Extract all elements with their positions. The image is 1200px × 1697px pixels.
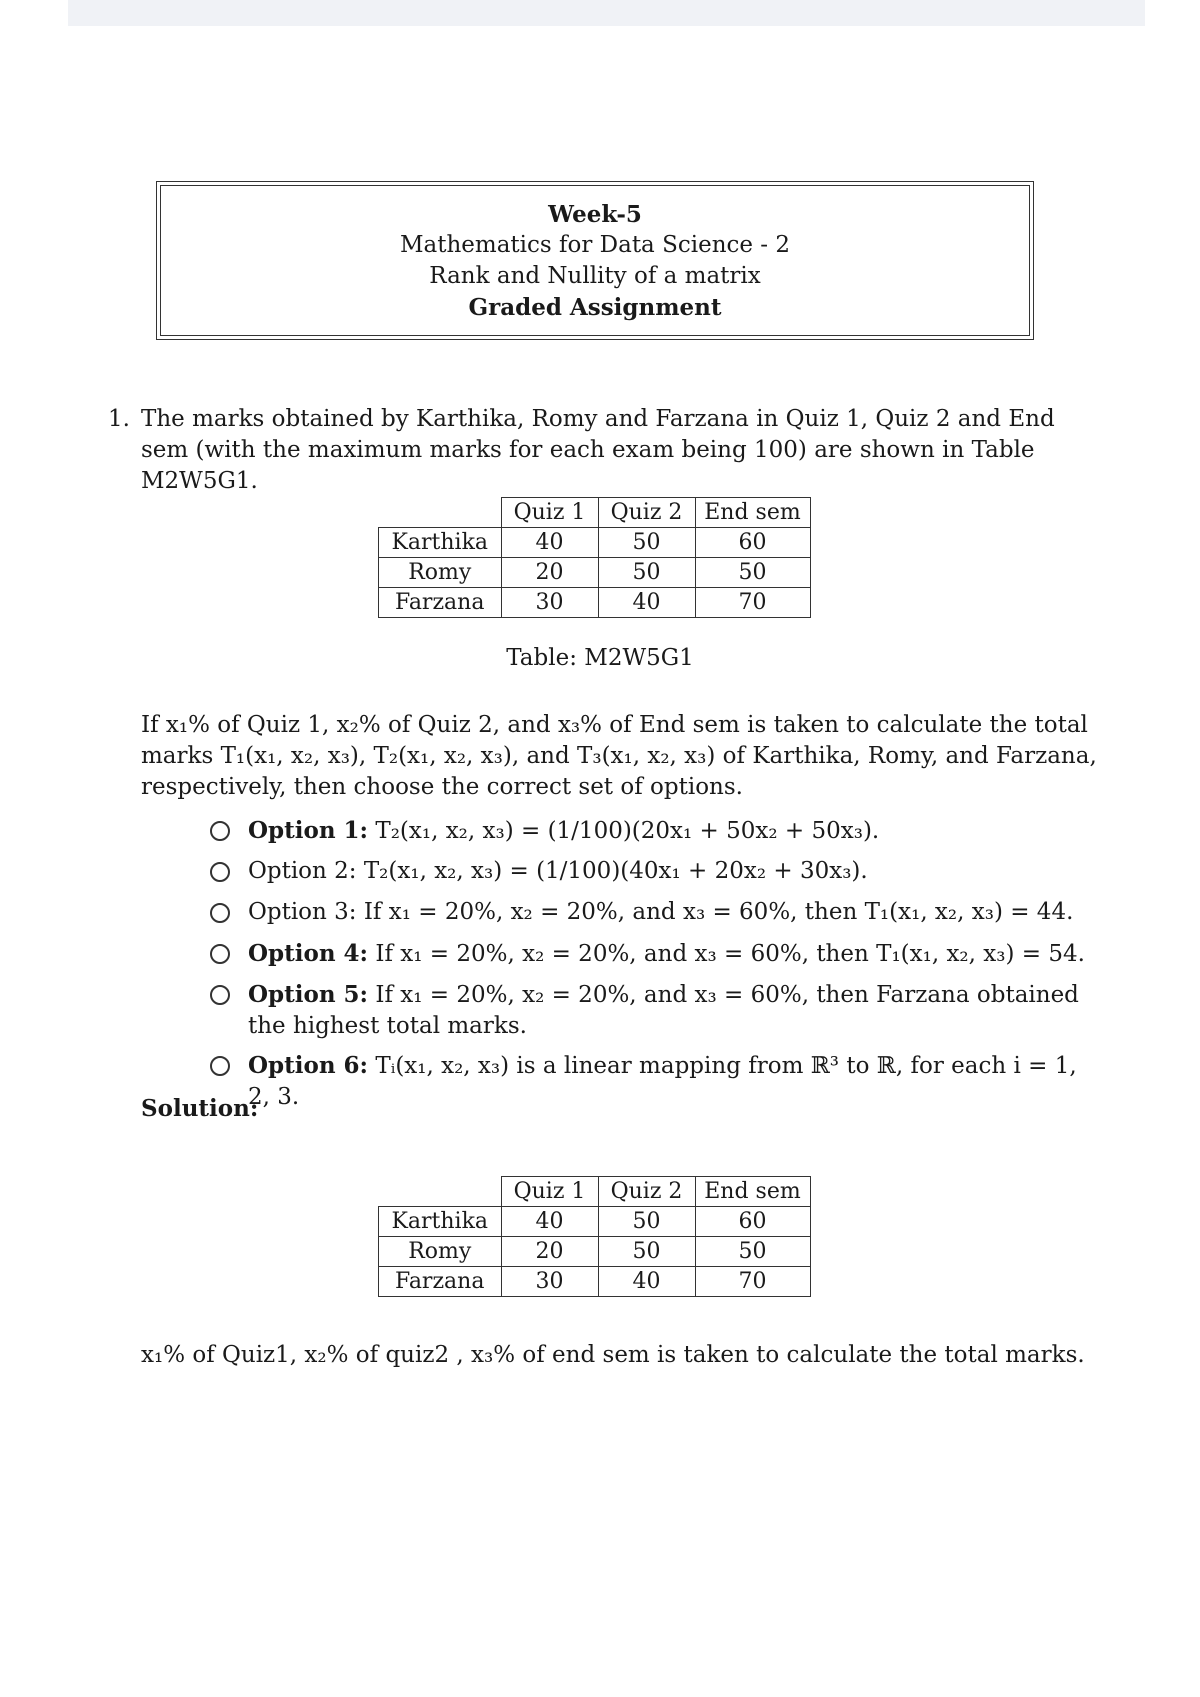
cell: 60 (695, 528, 810, 558)
row-name: Romy (379, 558, 502, 588)
solution-note: x₁% of Quiz1, x₂% of quiz2 , x₃% of end sem is taken to calculate the total marks. (141, 1342, 1085, 1368)
cell: 40 (598, 1267, 695, 1297)
option-text: If x₁ = 20%, x₂ = 20%, and x₃ = 60%, then T₁(x₁, x₂, x₃) = 54. (375, 941, 1085, 967)
cell: 50 (598, 558, 695, 588)
option-2[interactable] (210, 856, 1100, 887)
course-title: Mathematics for Data Science - 2 (399, 231, 791, 258)
cell: 50 (695, 1237, 810, 1267)
column-header: Quiz 1 (501, 498, 598, 528)
option-text: T₂(x₁, x₂, x₃) = (1/100)(20x₁ + 50x₂ + 50x₃). (375, 818, 880, 844)
question-1 (108, 404, 1100, 497)
cell: 60 (695, 1207, 810, 1237)
row-name: Karthika (379, 528, 502, 558)
radio-button[interactable] (210, 821, 230, 841)
top-bar (68, 0, 1145, 26)
option-label: Option 1: (248, 817, 369, 844)
cell: 70 (695, 1267, 810, 1297)
solution-marks-table (378, 1176, 811, 1297)
option-label: Option 6: (248, 1052, 369, 1079)
row-name: Romy (379, 1237, 502, 1267)
row-name: Farzana (379, 588, 502, 618)
table-row (379, 1207, 811, 1237)
option-6[interactable] (210, 1050, 1100, 1113)
cell: 50 (695, 558, 810, 588)
cell: 30 (501, 1267, 598, 1297)
option-label: Option 4: (248, 940, 369, 967)
week-label: Week-5 (548, 200, 642, 228)
row-name: Farzana (379, 1267, 502, 1297)
question-stem: If x₁% of Quiz 1, x₂% of Quiz 2, and x₃% of End sem is taken to calculate the total marks T₁(x₁, x₂, x₃), T₂(x₁, x₂, x₃), and T₃(x₁, x₂, x₃) of Karthika, Romy, and Farzana, respectively, then choose the correct set of options. (141, 712, 1097, 800)
assignment-type: Graded Assignment (468, 293, 722, 321)
cell: 50 (598, 1207, 695, 1237)
cell: 20 (501, 558, 598, 588)
cell: 30 (501, 588, 598, 618)
table-row (379, 558, 811, 588)
column-header: Quiz 1 (501, 1177, 598, 1207)
cell: 40 (501, 1207, 598, 1237)
option-label: Option 3: (248, 899, 357, 925)
option-label: Option 2: (248, 858, 357, 884)
option-label: Option 5: (248, 981, 369, 1008)
radio-button[interactable] (210, 985, 230, 1005)
radio-button[interactable] (210, 903, 230, 923)
option-text: If x₁ = 20%, x₂ = 20%, and x₃ = 60%, then T₁(x₁, x₂, x₃) = 44. (363, 899, 1074, 925)
radio-button[interactable] (210, 944, 230, 964)
table-caption: Table: M2W5G1 (506, 645, 694, 671)
table-row (379, 1237, 811, 1267)
cell: 40 (598, 588, 695, 618)
table-row (379, 1267, 811, 1297)
column-header: Quiz 2 (598, 1177, 695, 1207)
cell: 70 (695, 588, 810, 618)
column-header: End sem (695, 1177, 810, 1207)
radio-button[interactable] (210, 1056, 230, 1076)
option-5[interactable] (210, 979, 1100, 1042)
option-3[interactable] (210, 897, 1100, 928)
radio-button[interactable] (210, 862, 230, 882)
topic-title: Rank and Nullity of a matrix (429, 262, 761, 289)
title-box (156, 181, 1034, 340)
cell: 40 (501, 528, 598, 558)
option-1[interactable] (210, 815, 1100, 847)
cell: 20 (501, 1237, 598, 1267)
question-text: The marks obtained by Karthika, Romy and Farzana in Quiz 1, Quiz 2 and End sem (with the maximum marks for each exam being 100) are shown in Table M2W5G1. (141, 406, 1055, 494)
table-row (379, 528, 811, 558)
option-text: T₂(x₁, x₂, x₃) = (1/100)(40x₁ + 20x₂ + 30x₃). (363, 858, 868, 884)
solution-heading: Solution: (141, 1095, 259, 1122)
option-text: If x₁ = 20%, x₂ = 20%, and x₃ = 60%, then Farzana obtained the highest total marks. (248, 982, 1079, 1039)
column-header: Quiz 2 (598, 498, 695, 528)
cell: 50 (598, 1237, 695, 1267)
table-row (379, 588, 811, 618)
question-number: 1. (108, 406, 130, 432)
row-name: Karthika (379, 1207, 502, 1237)
option-4[interactable] (210, 938, 1100, 970)
marks-table (378, 497, 811, 618)
column-header: End sem (695, 498, 810, 528)
option-text: Tᵢ(x₁, x₂, x₃) is a linear mapping from ℝ³ to ℝ, for each i = 1, 2, 3. (248, 1053, 1077, 1110)
cell: 50 (598, 528, 695, 558)
